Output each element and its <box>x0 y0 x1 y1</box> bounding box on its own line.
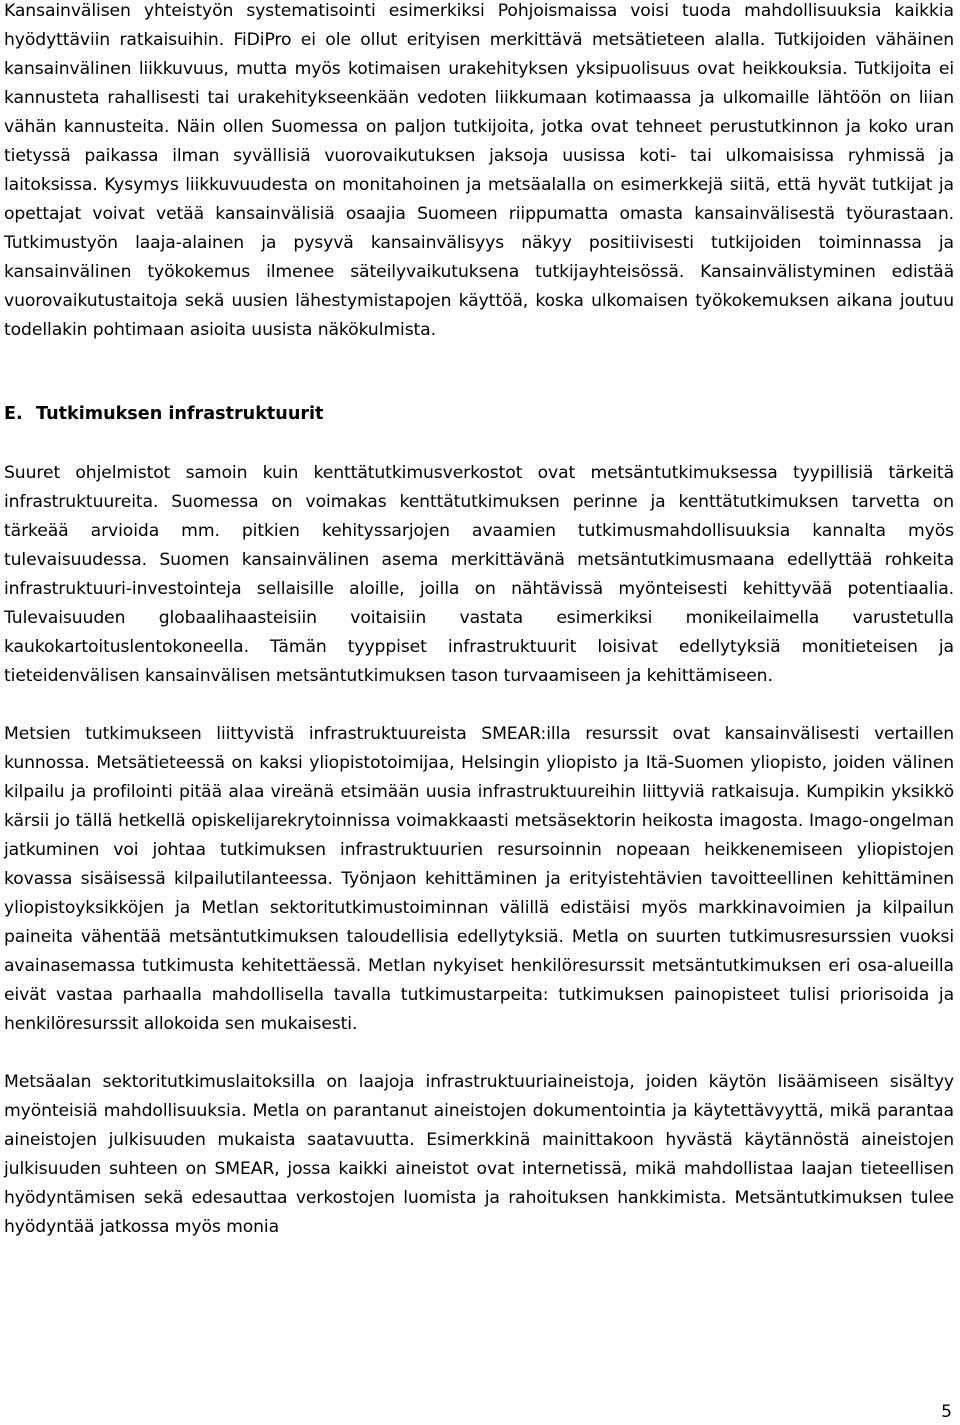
section-heading <box>4 400 954 429</box>
paragraph-infrastructures: Suuret ohjelmistot samoin kuin kenttätutkimusverkostot ovat metsäntutkimuksessa tyypillisiä tärkeitä infrastruktuureita. Suomessa on voimakas kenttätutkimuksen perinne ja kenttätutkimuksen tarvetta on tärkeää arvioida mm. pitkien kehityssarjojen avaamien tutkimusmahdollisuuksia kannalta myös tulevaisuudessa. Suomen kansainvälinen asema merkittävänä metsäntutkimusmaana edellyttää rohkeita infrastruktuuri-investointeja sellaisille aloille, joilla on nähtävissä myönteisesti kehittyvää potentiaalia. Tulevaisuuden globaalihaasteisiin voitaisiin vastata esimerkiksi monikeilaimella varustetulla kaukokartoituslentokoneella. Tämän tyyppiset infrastruktuurit loisivat edellytyksiä monitieteisen ja tieteidenvälisen kansainvälisen metsäntutkimuksen tason turvaamiseen ja kehittämiseen. <box>4 463 954 686</box>
paragraph-sector-research-data: Metsäalan sektoritutkimuslaitoksilla on laajoja infrastruktuuriaineistoja, joiden käytön lisäämiseen sisältyy myönteisiä mahdollisuuksia. Metla on parantanut aineistojen dokumentointia ja käytettävyyttä, mikä parantaa aineistojen julkisuuden mukaista saatavuutta. Esimerkkinä mainittakoon hyvästä käytännöstä aineistojen julkisuuden suhteen on SMEAR, jossa kaikki aineistot ovat internetissä, mikä mahdollistaa laajan tieteellisen hyödyntämisen sekä edesauttaa verkostojen luomista ja rahoituksen hankkimista. Metsäntutkimuksen tulee hyödyntää jatkossa myös monia <box>4 1072 954 1237</box>
section-number: E. <box>4 404 23 424</box>
paragraph-smear-resources: Metsien tutkimukseen liittyvistä infrastruktuureista SMEAR:illa resurssit ovat kansainvälisesti vertaillen kunnossa. Metsätieteessä on kaksi yliopistotoimijaa, Helsingin yliopisto ja Itä-Suomen yliopisto, joiden välinen kilpailu ja profilointi pitää alaa vireänä etsimään uusia infrastruktuureihin liittyviä ratkaisuja. Kumpikin yksikkö kärsii jo tällä hetkellä opiskelijarekrytoinnissa voimakkaasti metsäsektorin heikosta imagosta. Imago-ongelman jatkuminen voi johtaa tutkimuksen infrastruktuurien resursoinnin nopeaan heikkenemiseen yliopistojen kovassa sisäisessä kilpailutilanteessa. Työnjaon kehittäminen ja erityistehtävien tavoitteellinen kehittäminen yliopistoyksikköjen ja Metlan sektoritutkimustoiminnan välillä edistäisi myös markkinavoimien ja kilpailun paineita vähentää metsäntutkimuksen taloudellisia edellytyksiä. Metla on suurten tutkimusresurssien vuoksi avainasemassa tutkimusta kehitettäessä. Metlan nykyiset henkilöresurssit metsäntutkimuksen eri osa-alueilla eivät vastaa parhaalla mahdollisella tavalla tutkimustarpeita: tutkimuksen painopisteet tulisi priorisoida ja henkilöresurssit allokoida sen mukaisesti. <box>4 724 954 1034</box>
page-number: 5 <box>941 1402 952 1422</box>
paragraph-internationalisation: Kansainvälisen yhteistyön systematisointi esimerkiksi Pohjoismaissa voisi tuoda mahdollisuuksia kaikkia hyödyttäviin ratkaisuihin. FiDiPro ei ole ollut erityisen merkittävä metsätieteen alalla. Tutkijoiden vähäinen kansainvälinen liikkuvuus, mutta myös kotimaisen urakehityksen yksipuolisuus ovat heikkouksia. Tutkijoita ei kannusteta rahallisesti tai urakehitykseenkään vedoten liikkumaan kotimaassa ja ulkomaille lähtöön on liian vähän kannusteita. Näin ollen Suomessa on paljon tutkijoita, jotka ovat tehneet perustutkinnon ja koko uran tietyssä paikassa ilman syvällisiä vuorovaikutuksen jaksoja uusissa koti- tai ulkomaisissa ryhmissä ja laitoksissa. Kysymys liikkuvuudesta on monitahoinen ja metsäalalla on esimerkkejä siitä, että hyvät tutkijat ja opettajat voivat vetää kansainvälisiä osaajia Suomeen riippumatta omasta kansainvälisestä työurastaan. Tutkimustyön laaja-alainen ja pysyvä kansainvälisyys näkyy positiivisesti tutkijoiden toiminnassa ja kansainvälinen työkokemus ilmenee säteilyvaikutuksena tutkijayhteisössä. Kansainvälistyminen edistää vuorovaikutustaitoja sekä uusien lähestymistapojen käyttöä, koska ulkomaisen työkokemuksen aikana joutuu todellakin pohtimaan asioita uusista näkökulmista. <box>4 1 954 340</box>
section-title: Tutkimuksen infrastruktuurit <box>36 404 324 424</box>
